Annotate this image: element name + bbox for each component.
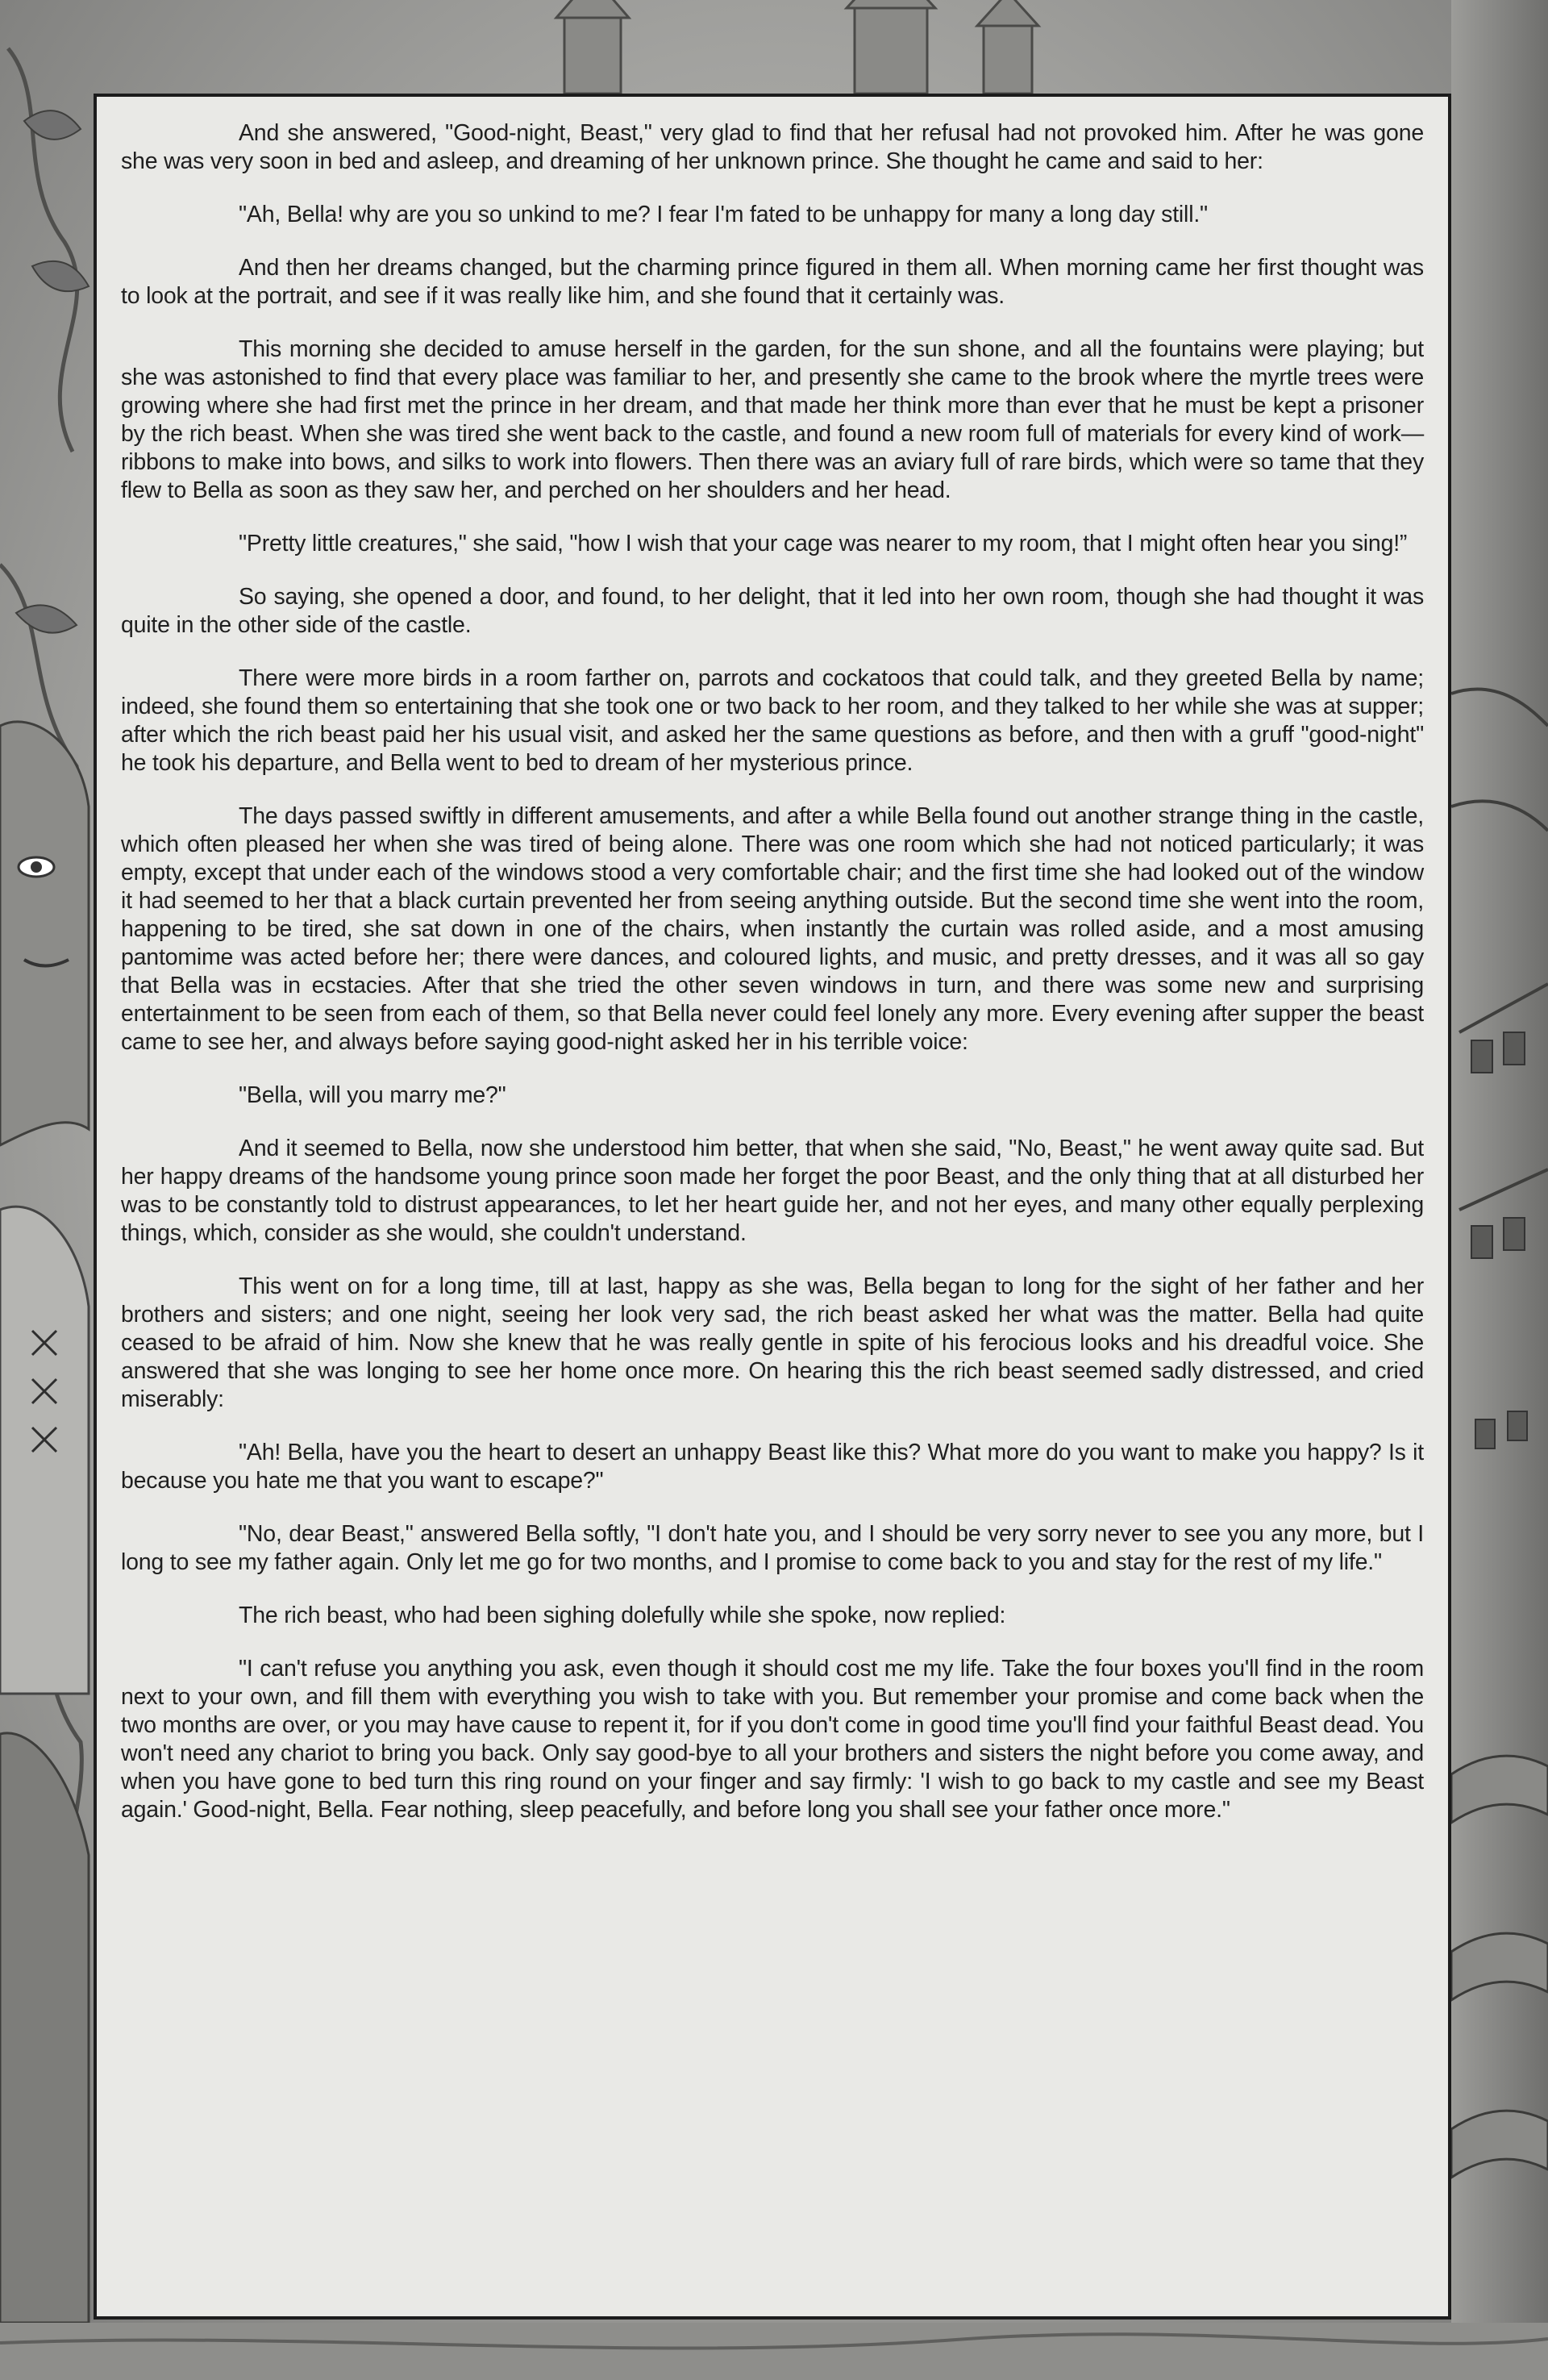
story-paragraph: And then her dreams changed, but the charming prince figured in them all. When morning came her first thought was to look at the portrait, and see if it was really like him, and she found that it certainly was. — [121, 255, 1424, 309]
story-paragraph: And it seemed to Bella, now she understood him better, that when she said, "No, Beast," he went away quite sad. But her happy dreams of the handsome young prince soon made her forget the poor Beast, and the only thing that at all disturbed her was to be constantly told to distrust appearances, to let her heart guide her, and not her eyes, and many other equally perplexing things, which, consider as she would, she couldn't understand. — [121, 1136, 1424, 1246]
story-paragraph: "Ah, Bella! why are you so unkind to me? I fear I'm fated to be unhappy for many a long day still." — [239, 202, 1208, 227]
story-text-panel — [94, 94, 1451, 2320]
right-buildings-art — [1451, 0, 1548, 2380]
story-paragraph: The days passed swiftly in different amusements, and after a while Bella found out another strange thing in the castle, which often pleased her when she was tired of being alone. There was one room which she had not noticed particularly; it was empty, except that under each of the windows stood a very comfortable chair; and the first time she had looked out of the window it had seemed to her that a black curtain prevented her from seeing anything outside. But the second time she went into the room, happening to be tired, she sat down in one of the chairs, when instantly the curtain was rolled aside, and a most amusing pantomime was acted before her; there were dances, and coloured lights, and music, and pretty dresses, and it was all so gay that Bella was in ecstacies. After that she tried the other seven windows in turn, and there was some new and surprising entertainment to be seen from each of them, so that Bella never could feel lonely any more. Every evening after supper the beast came to see her, and always before saying good-night asked her in his terrible voice: — [121, 803, 1424, 1055]
story-paragraph: And she answered, "Good-night, Beast," very glad to find that her refusal had not provoked him. After he was gone she was very soon in bed and asleep, and dreaming of her unknown prince. She thought he came and said to her: — [121, 120, 1424, 174]
woman-figure-art — [0, 722, 89, 2323]
story-paragraph: "No, dear Beast," answered Bella softly, "I don't hate you, and I should be very sorry never to see you any more, but I long to see my father again. Only let me go for two months, and I promise to come back to you and stay for the rest of my life." — [121, 1521, 1424, 1575]
story-paragraph: "Pretty little creatures," she said, "how I wish that your cage was nearer to my room, that I might often hear you sing!” — [239, 531, 1408, 556]
story-paragraph: This went on for a long time, till at last, happy as she was, Bella began to long for the sight of her father and her brothers and sisters; and one night, seeing her look very sad, the rich beast asked her what was the matter. Bella had quite ceased to be afraid of him. Now she knew that he was really gentle in spite of his ferocious looks and his dreadful voice. She answered that she was longing to see her home once more. On hearing this the rich beast seemed sadly distressed, and cried miserably: — [121, 1273, 1424, 1412]
story-paragraph: There were more birds in a room farther on, parrots and cockatoos that could talk, and they greeted Bella by name; indeed, she found them so entertaining that she took one or two back to her room, and they talked to her while she was at supper; after which the rich beast paid her his usual visit, and asked her the same questions as before, and then with a gruff "good-night" he took his departure, and Bella went to bed to dream of her mysterious prince. — [121, 665, 1424, 776]
story-paragraph: So saying, she opened a door, and found, to her delight, that it led into her own room, though she had thought it was quite in the other side of the castle. — [121, 584, 1424, 638]
story-paragraph: The rich beast, who had been sighing dolefully while she spoke, now replied: — [239, 1603, 1006, 1628]
story-paragraph: "Bella, will you marry me?" — [239, 1082, 506, 1108]
story-paragraph: "Ah! Bella, have you the heart to desert an unhappy Beast like this? What more do you want to make you happy? Is it because you hate me that you want to escape?" — [121, 1440, 1424, 1494]
story-paragraph: "I can't refuse you anything you ask, even though it should cost me my life. Take the four boxes you'll find in the room next to your own, and fill them with everything you wish to take with you. But remember your promise and come back when the two months are over, or you may have cause to repent it, for if you don't come in good time you'll find your faithful Beast dead. You won't need any chariot to bring you back. Only say good-bye to all your brothers and sisters the night before you come away, and when you have gone to bed turn this ring round on your finger and say firmly: 'I wish to go back to my castle and see my Beast again.' Good-night, Bella. Fear nothing, sleep peacefully, and before long you shall see your father once more." — [121, 1656, 1424, 1823]
story-paragraph: This morning she decided to amuse herself in the garden, for the sun shone, and all the fountains were playing; but she was astonished to find that every place was familiar to her, and presently she came to the brook where the myrtle trees were growing where she had first met the prince in her dream, and that made her think more than ever that he must be kept a prisoner by the rich beast. When she was tired she went back to the castle, and found a new room full of materials for every kind of work—ribbons to make into bows, and silks to work into flowers. Then there was an aviary full of rare birds, which were so tame that they flew to Bella as soon as they saw her, and perched on her shoulders and her head. — [121, 336, 1424, 503]
